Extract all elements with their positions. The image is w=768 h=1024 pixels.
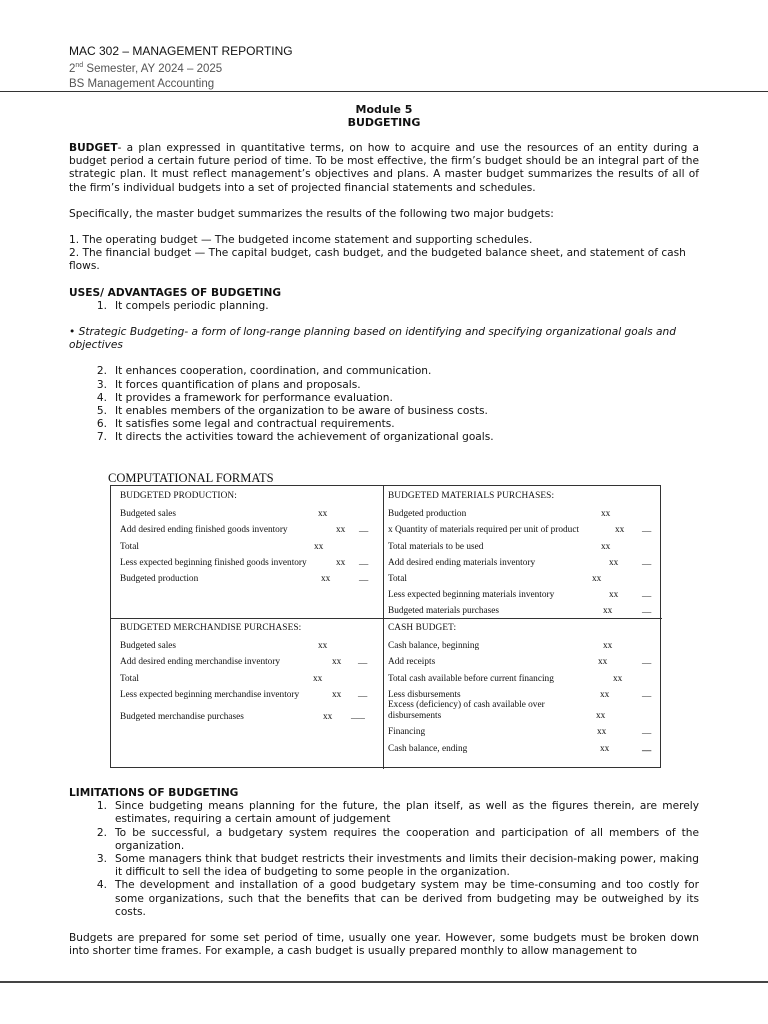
list-item: 3. It forces quantification of plans and proposals. — [96, 378, 361, 391]
table-row: Budgeted sales xx — [120, 641, 328, 651]
list-item: 5. It enables members of the organization to be aware of business costs. — [96, 405, 488, 418]
row-divider — [111, 618, 662, 619]
limitations-heading: LIMITATIONS OF BUDGETING — [69, 787, 239, 799]
table-row: Cash balance, ending xx __ — [388, 743, 652, 754]
list-item: 7. It directs the activities toward the achievement of organizational goals. — [96, 431, 494, 444]
table-row: Budgeted production xx __ — [120, 573, 369, 584]
limitations-section — [69, 787, 699, 958]
table-row: Financing xx __ — [388, 726, 652, 737]
production-heading: BUDGETED PRODUCTION: — [120, 491, 237, 501]
table-row: Budgeted production xx — [388, 509, 611, 519]
column-divider — [383, 486, 384, 769]
major-budget-item: 2. The financial budget — The capital budget, cash budget, and the budgeted balance sheet, and statement of cash flows. — [69, 247, 686, 273]
materials-heading: BUDGETED MATERIALS PURCHASES: — [388, 491, 555, 501]
main-content — [69, 103, 699, 445]
table-row: Add desired ending materials inventory xx __ — [388, 557, 652, 568]
budget-definition — [69, 142, 699, 195]
semester-rest: Semester, AY 2024 – 2025 — [83, 62, 223, 75]
list-item: 2. To be successful, a budgetary system requires the cooperation and participation of all members of the organization. — [96, 826, 699, 852]
header-divider — [0, 91, 768, 92]
table-row: Cash balance, beginning xx — [388, 641, 613, 651]
table-row: Excess (deficiency) of cash available over — [388, 700, 545, 710]
table-row: Budgeted materials purchases xx __ — [388, 605, 652, 616]
table-row: Add desired ending finished goods inventory xx __ — [120, 524, 369, 535]
table-row: Total xx — [120, 674, 323, 684]
budget-term: BUDGET — [69, 142, 118, 154]
list-item: 6. It satisfies some legal and contractual requirements. — [96, 418, 395, 431]
table-row: Add receipts xx __ — [388, 656, 652, 667]
major-budget-item: 1. The operating budget — The budgeted income statement and supporting schedules. — [69, 234, 533, 247]
closing-paragraph: Budgets are prepared for some set period of time, usually one year. However, some budgets must be broken down into shorter time frames. For example, a cash budget is usually prepared monthly to allow management to — [69, 932, 699, 958]
module-title: Module 5 — [355, 103, 413, 116]
table-row: Less disbursements xx __ — [388, 689, 652, 700]
budget-definition-text: - a plan expressed in quantitative terms, on how to acquire and use the resources of an entity during a budget period a certain future period of time. To be most effective, the firm’s budget should be an integral part of the strategic plan. It must reflect management’s objectives and plans. A master budget summarizes the results of all of the firm’s individual budgets into a set of projected financial statements and schedules. — [69, 142, 699, 194]
table-row: Add desired ending merchandise inventory xx __ — [120, 656, 368, 667]
uses-list — [69, 365, 699, 444]
semester-line — [69, 58, 293, 77]
table-row: Total cash available before current financing xx — [388, 674, 623, 684]
table-row: Less expected beginning merchandise inventory xx __ — [120, 689, 368, 700]
course-title: MAC 302 – MANAGEMENT REPORTING — [69, 44, 293, 58]
table-row: Budgeted sales xx — [120, 509, 328, 519]
table-row: x Quantity of materials required per unit of product xx __ — [388, 524, 652, 535]
merchandise-heading: BUDGETED MERCHANDISE PURCHASES: — [120, 623, 302, 633]
computational-formats-title: COMPUTATIONAL FORMATS — [108, 471, 274, 485]
semester-num: 2 — [69, 62, 76, 75]
uses-heading: USES/ ADVANTAGES OF BUDGETING — [69, 286, 282, 299]
strategic-budgeting-note: • Strategic Budgeting- a form of long-range planning based on identifying and specifying organizational goals and objectives — [69, 326, 676, 352]
list-item: 4. It provides a framework for performance evaluation. — [96, 391, 393, 404]
table-row: Total materials to be used xx — [388, 542, 611, 552]
document-header — [69, 44, 293, 92]
list-item: 3. Some managers think that budget restricts their investments and limits their decision-making power, making it difficult to sell the idea of budgeting to some people in the organization. — [96, 853, 699, 879]
list-item: 1. It compels periodic planning. — [96, 299, 269, 312]
table-row: Total xx — [388, 574, 602, 584]
topic-title: BUDGETING — [347, 116, 421, 129]
table-row: disbursements xx — [388, 711, 606, 721]
uses-list-first — [69, 300, 699, 313]
semester-sup: nd — [75, 62, 84, 69]
program-name: BS Management Accounting — [69, 77, 215, 90]
table-row: Budgeted merchandise purchases xx ___ — [120, 711, 365, 722]
footer-divider — [0, 981, 768, 983]
table-row: Total xx — [120, 542, 324, 552]
list-item: 1. Since budgeting means planning for the future, the plan itself, as well as the figures therein, are merely estimates, requiring a certain amount of judgement — [96, 800, 699, 826]
list-item: 4. The development and installation of a good budgetary system may be time-consuming and too costly for some organizations, such that the benefits that can be derived from budgeting may be outweighed by its costs. — [96, 879, 699, 918]
list-item: 2. It enhances cooperation, coordination, and communication. — [96, 365, 432, 378]
table-row: Less expected beginning materials inventory xx __ — [388, 589, 652, 600]
table-row: Less expected beginning finished goods inventory xx __ — [120, 557, 369, 568]
computational-formats-table — [110, 485, 661, 768]
master-budget-intro: Specifically, the master budget summarizes the results of the following two major budgets: — [69, 207, 554, 220]
cash-budget-heading: CASH BUDGET: — [388, 623, 457, 633]
limitations-list — [69, 800, 699, 919]
